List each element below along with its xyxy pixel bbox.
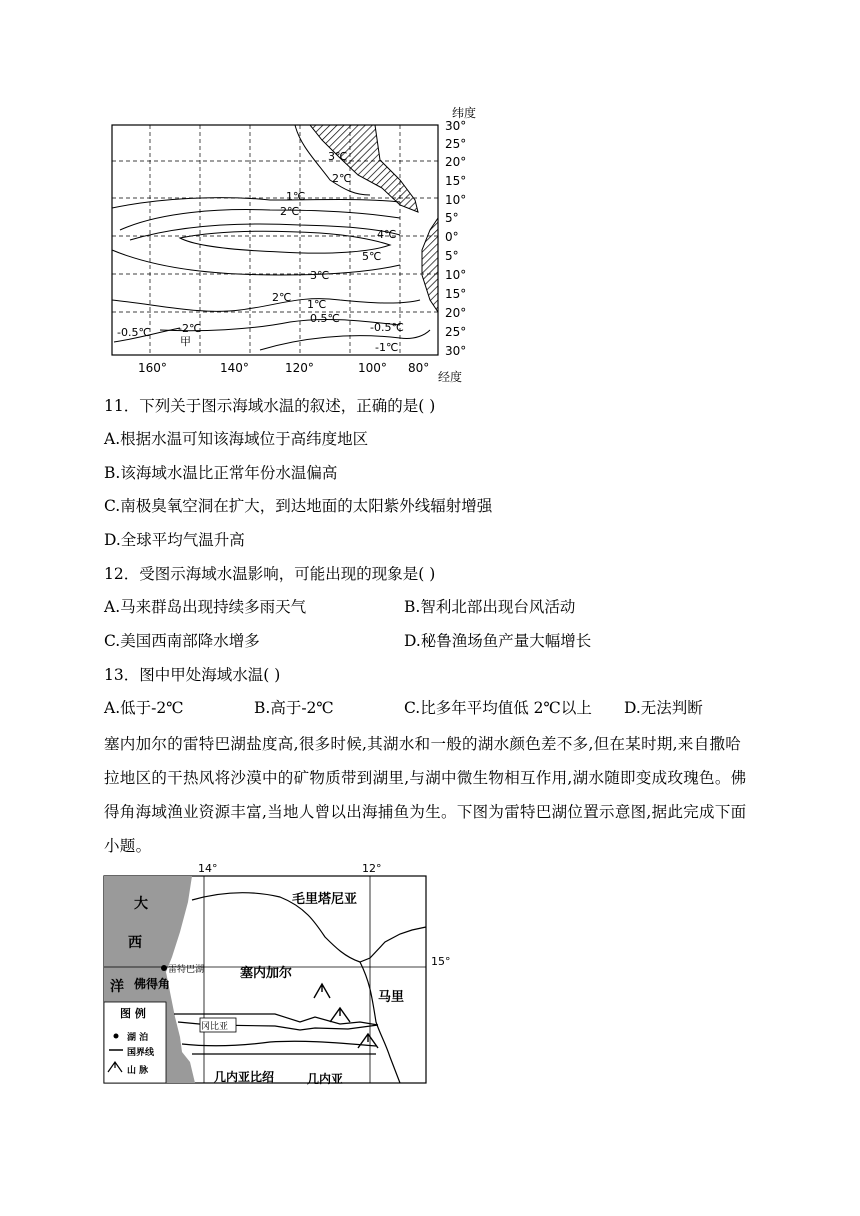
country-label: 几内亚比绍 (214, 1070, 275, 1084)
question-11-option-a: A.根据水温可知该海域位于高纬度地区 (104, 430, 369, 448)
lon-label: 120° (285, 361, 314, 375)
lat-label: 0° (445, 230, 459, 244)
longitude-labels (138, 361, 462, 384)
legend-item: 国界线 (127, 1048, 155, 1058)
lat-label: 5° (445, 249, 459, 263)
lat-label: 30° (445, 344, 467, 358)
lon-label-12: 12° (362, 862, 382, 875)
ocean-char: 西 (128, 935, 142, 951)
lat-label: 15° (445, 287, 467, 301)
isotherm-label: 2℃ (332, 172, 352, 185)
lat-label: 15° (445, 174, 467, 188)
isotherm-label: 3℃ (328, 150, 348, 163)
lat-label: 25° (445, 325, 467, 339)
isotherm-label: 5℃ (362, 250, 382, 263)
isotherm-label: 2℃ (280, 205, 300, 218)
lat-label: 25° (445, 137, 467, 151)
question-12-option-c: C.美国西南部降水增多 (104, 632, 260, 650)
question-11-option-b: B.该海域水温比正常年份水温偏高 (104, 464, 338, 482)
isotherm-label: -0.5℃ (117, 326, 151, 339)
isotherm-label: -0.5℃ (370, 321, 404, 334)
isotherm-label: 3℃ (310, 269, 330, 282)
isotherm-label: 1℃ (307, 298, 327, 311)
lon-label: 160° (138, 361, 167, 375)
ocean-char: 大 (134, 896, 148, 912)
lat-label-15: 15° (431, 955, 451, 968)
question-13-option-b: B.高于-2℃ (254, 699, 334, 717)
question-12-option-d: D.秘鲁渔场鱼产量大幅增长 (404, 632, 592, 650)
sea-temperature-map (100, 100, 500, 385)
question-11-option-c: C.南极臭氧空洞在扩大，到达地面的太阳紫外线辐射增强 (104, 497, 493, 515)
country-label: 塞内加尔 (240, 966, 293, 981)
lat-label: 20° (445, 306, 467, 320)
latitude-labels (445, 105, 476, 358)
legend-item: 湖 泊 (127, 1033, 149, 1043)
lon-title: 经度 (438, 370, 463, 384)
question-13-option-c: C.比多年平均值低 2℃以上 (404, 699, 592, 717)
country-label: 马里 (378, 990, 405, 1005)
country-label: 几内亚 (307, 1072, 344, 1086)
isotherm-label: 4℃ (377, 228, 397, 241)
lat-label: 5° (445, 211, 459, 225)
question-13-option-d: D.无法判断 (624, 699, 703, 717)
legend-item: 山 脉 (127, 1066, 149, 1076)
point-jia-label: 甲 (180, 335, 191, 348)
question-12-stem: 12．受图示海域水温影响，可能出现的现象是( ) (104, 565, 436, 583)
lat-label: 20° (445, 155, 467, 169)
lat-label: 30° (445, 119, 467, 133)
country-label: 毛里塔尼亚 (292, 892, 358, 907)
lat-title: 纬度 (452, 106, 477, 120)
isotherm-label: 0.5℃ (310, 312, 340, 325)
legend-title: 图 例 (120, 1007, 146, 1020)
lon-label: 100° (358, 361, 387, 375)
ocean-char: 洋 (110, 979, 124, 995)
country-label: 冈比亚 (201, 1022, 229, 1032)
cape-label: 佛得角 (134, 977, 171, 991)
lake-retba-dot (161, 965, 167, 971)
lat-label: 10° (445, 268, 467, 282)
lon-label-14: 14° (198, 862, 218, 875)
isotherm-label: 2℃ (272, 291, 292, 304)
question-12-option-b: B.智利北部出现台风活动 (404, 598, 576, 616)
isotherm-label: -1℃ (375, 341, 399, 354)
question-12-option-a: A.马来群岛出现持续多雨天气 (104, 598, 307, 616)
legend-lake-dot (114, 1034, 119, 1039)
lake-label: 雷特巴湖 (168, 965, 205, 975)
lat-label: 10° (445, 193, 467, 207)
question-13-stem: 13．图中甲处海域水温( ) (104, 666, 281, 684)
lon-label: 80° (408, 361, 430, 375)
isotherm-label: 1℃ (286, 190, 306, 203)
question-13-option-a: A.低于-2℃ (104, 699, 184, 717)
question-11-stem: 11．下列关于图示海域水温的叙述，正确的是( ) (104, 397, 436, 415)
question-11-option-d: D.全球平均气温升高 (104, 531, 245, 549)
isotherm-label: -2℃ (178, 322, 202, 335)
lon-label: 140° (220, 361, 249, 375)
passage: 塞内加尔的雷特巴湖盐度高,很多时候,其湖水和一般的湖水颜色差不多,但在某时期,来自撒哈拉地区的干热风将沙漠中的矿物质带到湖里,与湖中微生物相互作用,湖水随即变成玫瑰色。佛得角海域渔业资源丰富,当地人曾以出海捕鱼为生。下图为雷特巴湖位置示意图,据此完成下面小题。 (104, 735, 747, 855)
